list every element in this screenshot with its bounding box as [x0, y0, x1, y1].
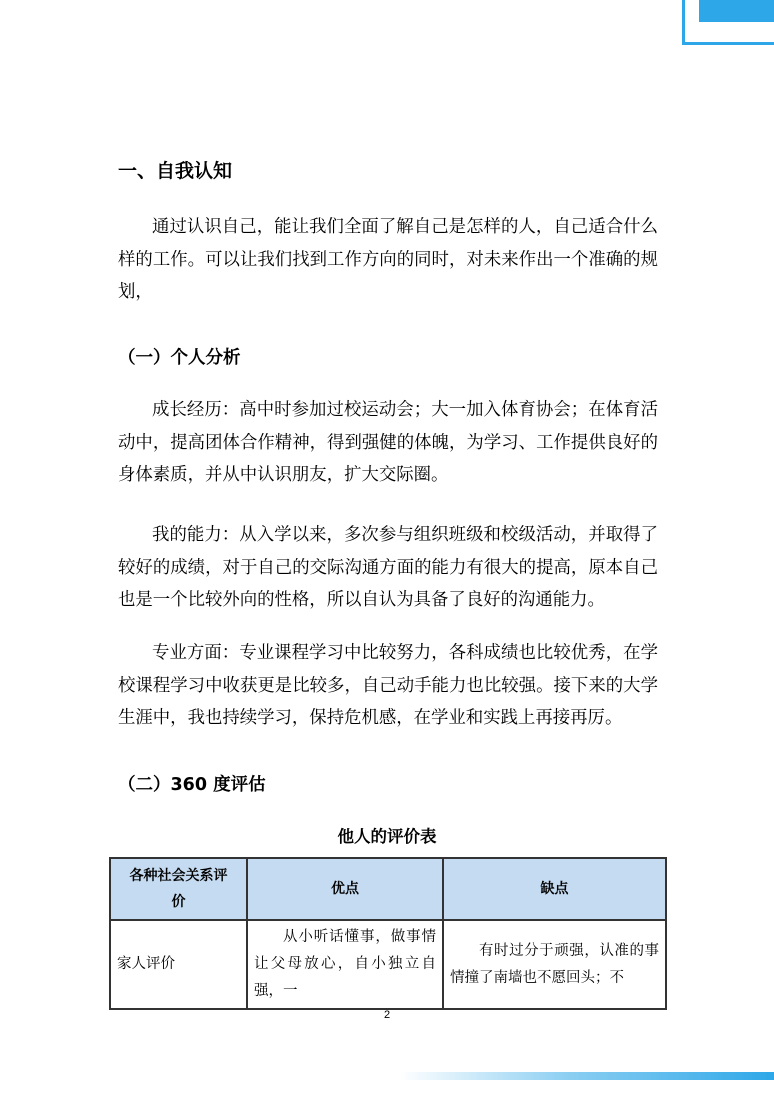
paragraph-my-ability: 我的能力：从入学以来，多次参与组织班级和校级活动，并取得了较好的成绩，对于自己的交际沟通方面的能力有很大的提高，原本自己也是一个比较外向的性格，所以自认为具备了良好的沟通能力。 [118, 525, 658, 610]
table-title: 他人的评价表 [337, 827, 437, 846]
paragraph-professional: 专业方面：专业课程学习中比较努力，各科成绩也比较优秀，在学校课程学习中收获更是比较多，自己动手能力也比较强。接下来的大学生涯中，我也持续学习，保持危机感，在学业和实践上再接再厉。 [118, 643, 658, 728]
paragraph-growth-experience: 成长经历：高中时参加过校运动会；大一加入体育协会；在体育活动中，提高团体合作精神，得到强健的体魄，为学习、工作提供良好的身体素质，并从中认识朋友，扩大交际圈。 [118, 400, 658, 485]
heading-self-awareness: 一、自我认知 [118, 160, 233, 182]
heading-360-evaluation: （二）360 度评估 [118, 775, 266, 795]
footer-gradient-bar [400, 1072, 774, 1080]
header-relation: 各种社会关系评价 [110, 858, 247, 920]
page-number: 2 [383, 1009, 391, 1021]
header-weaknesses: 缺点 [443, 858, 666, 920]
heading-personal-analysis: （一）个人分析 [118, 348, 241, 368]
cell-family-strengths: 从小听话懂事，做事情让父母放心，自小独立自强，一 [247, 920, 443, 1009]
cell-family-label: 家人评价 [110, 920, 247, 1009]
header-strengths: 优点 [247, 858, 443, 920]
evaluation-table [109, 857, 667, 1010]
cell-family-weaknesses: 有时过分于顽强，认准的事情撞了南墙也不愿回头；不 [443, 920, 666, 1009]
intro-paragraph: 通过认识自己，能让我们全面了解自己是怎样的人，自己适合什么样的工作。可以让我们找到工作方向的同时，对未来作出一个准确的规划， [118, 217, 658, 302]
table-row [110, 920, 666, 1009]
corner-decoration-fill [699, 0, 774, 22]
table-header-row [110, 858, 666, 920]
